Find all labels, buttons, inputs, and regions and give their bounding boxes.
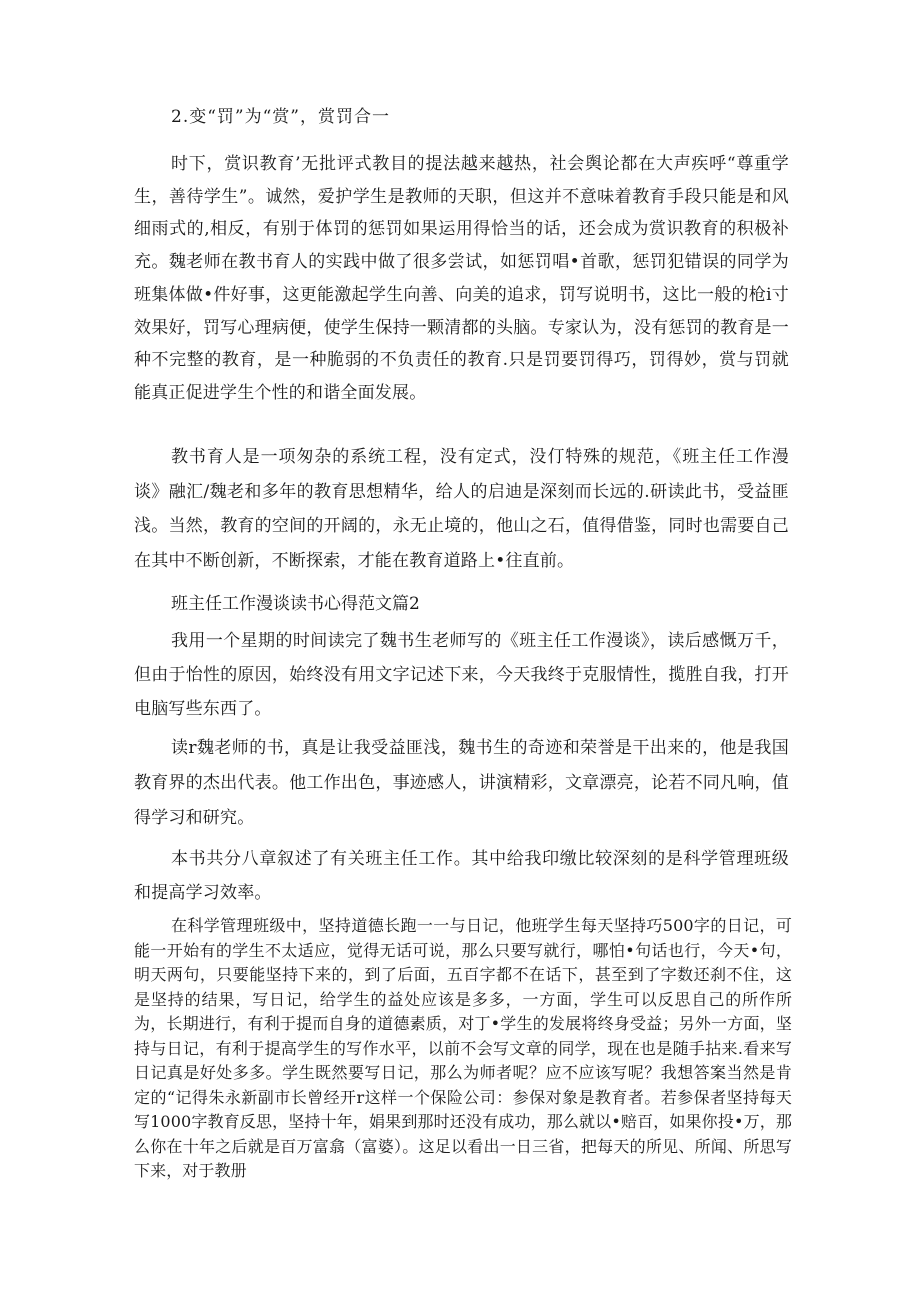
paragraph-reading-week: 我用一个星期的时间读完了魏书生老师写的《班主任工作漫谈》，读后感慨万千，但由于怡性的原因，始终没有用文字记述下来，今天我终于克服情性，揽胜自我，打开电脑写些东西了。 (134, 631, 789, 719)
paragraph-diary-practice: 在科学管理班级中，坚持道德长跑一一与日记，他班学生每天坚持巧500字的日记，可能一开始有的学生不太适应，觉得无话可说，那么只要写就行，哪怕•句话也行，今天•句，明天两句，只要能坚持下来的，到了后面，五百字都不在话下，甚至到了字数还刹不住，这是坚持的结果，写日记，给学生的益处应该是多多，一方面，学生可以反思自己的所作所为，长期进行，有利于提而自身的道德素质，对丁•学生的发展将终身受益；另外一方面，坚持与日记，有利于提高学生的写作水平，以前不会写文章的同学，现在也是随手拈来.看来写日记真是好处多多。学生既然要写日记，那么为师者呢？应不应该写呢？我想答案当然是肯定的“记得朱永新副市长曾经开r这样一个保险公司：参保对象是教育者。若参保者坚持每天写1000字教育反思，坚持十年，娟果到那时还没有成功，那么就以•赔百，如果你投•万，那么你在十年之后就是百万富翕（富婆）。这足以看出一日三省，把每天的所见、所闻、所思写下来，对于教册 (134, 916, 792, 1180)
paragraph-punishment-reward: 时下，赏识教育’无批评式教目的提法越来越热，社会舆论都在大声疾呼“尊重学生，善待学生”。诚然，爱护学生是教师的天职，但这并不意味着教育手段只能是和风细雨式的,相反，有别于体罚的惩罚如果运用得恰当的话，还会成为赏识教育的积极补充。魏老师在教书育人的实践中做了很多尝试，如惩罚唱•首歌，惩罚犯错误的同学为班集体做•件好事，这更能激起学生向善、向美的追求，罚写说明书，这比一般的枪i寸效果好，罚写心理病便，使学生保持一颗清都的头脑。专家认为，没有惩罚的教育是一种不完整的教育，是一种脆弱的不负责任的教育.只是罚要罚得巧，罚得妙，赏与罚就能真正促进学生个性的和谐全面发展。 (134, 154, 789, 403)
section-heading: 2.变“罚”为“赏”，赏罚合一 (171, 107, 390, 127)
paragraph-systematic-project: 教书育人是一项匆杂的系统工程，没有定式，没仃特殊的规范，《班主任工作漫谈》融汇/魏老和多年的教育思想精华，给人的启迪是深刻而长远的.研读此书，受益匪浅。当然，教育的空间的开阔的，永无止境的，他山之石，值得借鉴，同时也需要自己在其中不断创新，不断探索，才能在教育道路上•往直前。 (134, 447, 789, 571)
paragraph-teacher-wei: 读r魏老师的书，真是让我受益匪浅，魏书生的奇迹和荣誉是干出来的，他是我国教育界的杰出代表。他工作出色，事迹感人，讲演精彩，文章漂亮，论若不同凡响，值得学习和研究。 (134, 738, 789, 828)
paragraph-eight-chapters: 本书共分八章叙述了有关班主任工作。其中给我印缴比较深刻的是科学管理班级和提高学习效率。 (134, 849, 789, 903)
essay-subheading: 班主任工作漫谈读书心得范文篇2 (171, 594, 420, 614)
